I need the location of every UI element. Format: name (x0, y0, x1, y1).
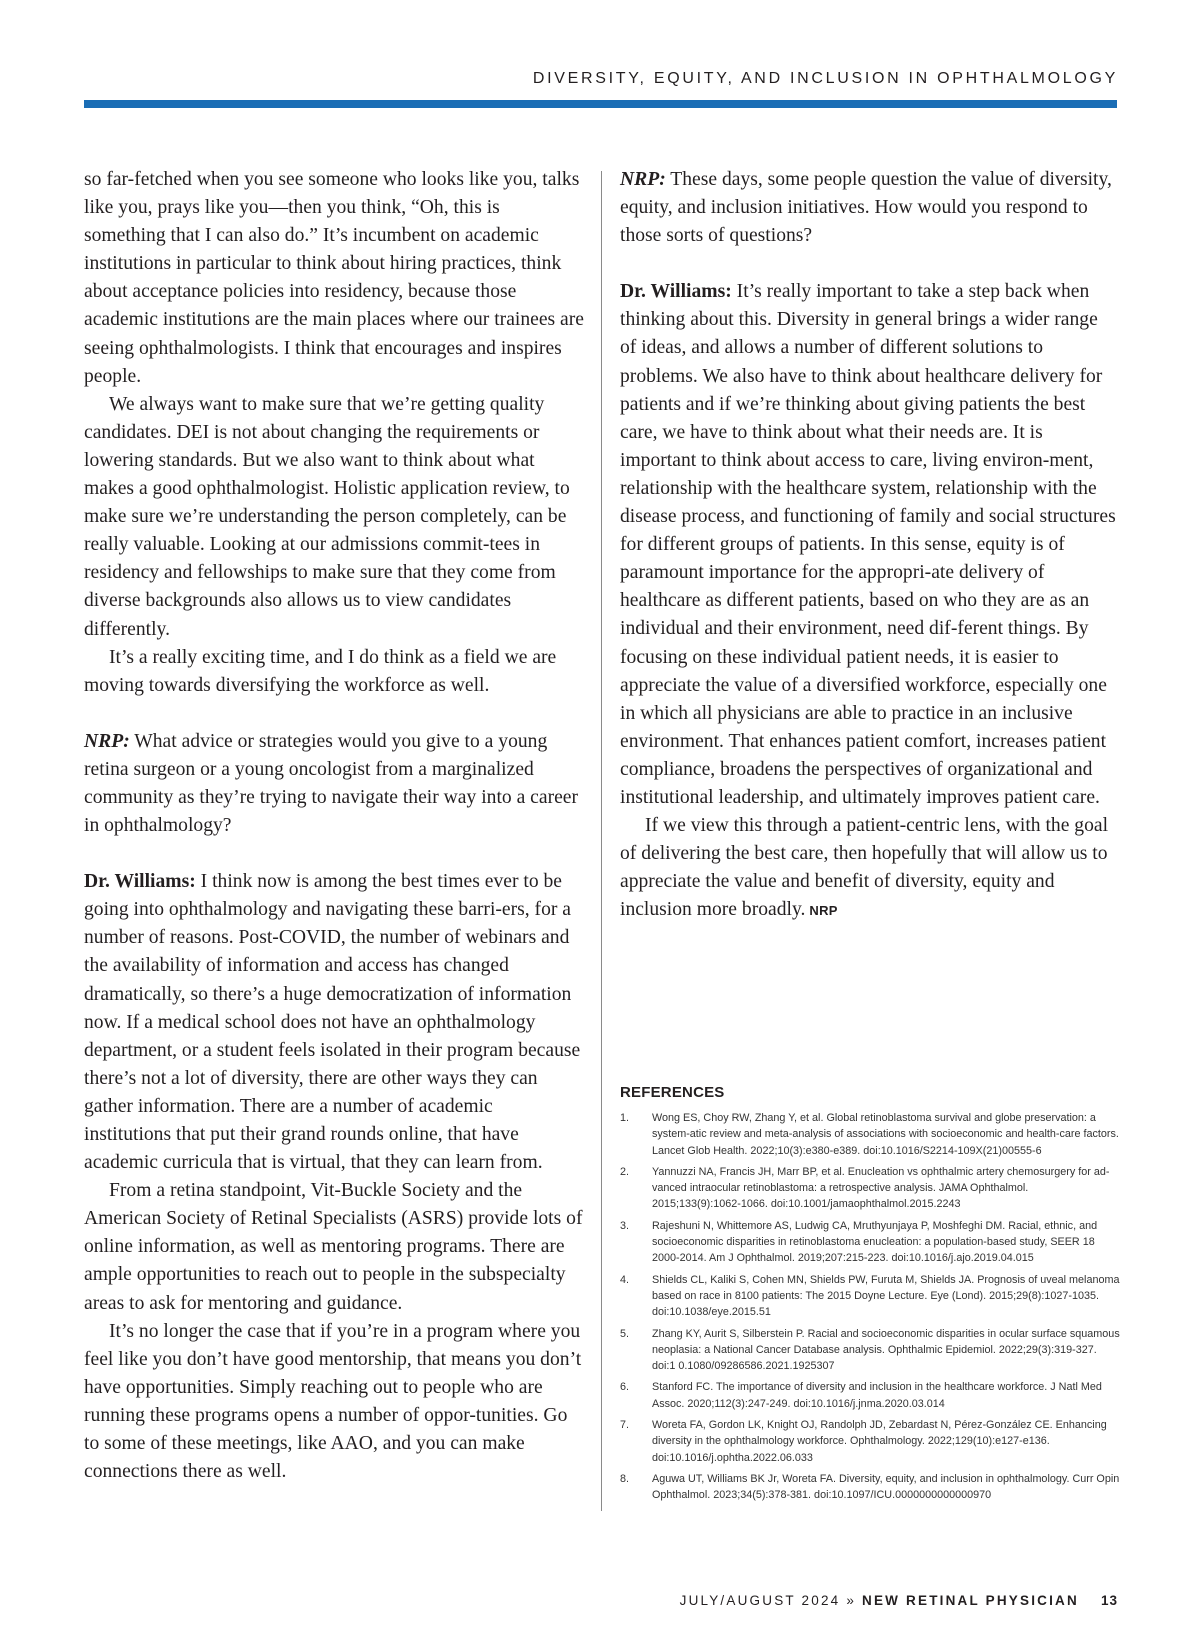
reference-text: Woreta FA, Gordon LK, Knight OJ, Randolph JD, Zebardast N, Pérez-González CE. Enhancing diversity in the ophthalmology workforce. Ophthalmology. 2022;129(10):e127-e136. doi:10.1016/j.ophtha.2022.06.033 (652, 1419, 1107, 1464)
reference-item (620, 1218, 1120, 1267)
references-title: REFERENCES (620, 1084, 725, 1101)
page-number: 13 (1100, 1593, 1118, 1608)
reference-item (620, 1110, 1120, 1159)
interview-answer (620, 278, 1117, 812)
reference-text: Shields CL, Kaliki S, Cohen MN, Shields PW, Furuta M, Shields JA. Prognosis of uveal melanoma based on race in 8100 patients: The 2015 Doyne Lecture. Eye (Lond). 2015;29(8):1027-1035. doi:10.1038/eye.2015.51 (652, 1273, 1120, 1319)
reference-text: Zhang KY, Aurit S, Silberstein P. Racial and socioeconomic disparities in ocular surface squamous neoplasia: a National Cancer Database analysis. Ophthalmic Epidemiol. 2022;29(3):319-327. doi:1 0.1080/09286586.2021.1925307 (652, 1327, 1120, 1373)
reference-text: Stanford FC. The importance of diversity and inclusion in the healthcare workforce. J Natl Med Assoc. 2020;112(3):247-249. doi:10.1016/j.jnma.2020.03.014 (652, 1381, 1102, 1410)
paragraph-gap (84, 840, 584, 868)
paragraph-gap (84, 700, 584, 728)
references-list (620, 1110, 1120, 1504)
reference-text: Yannuzzi NA, Francis JH, Marr BP, et al. Enucleation vs ophthalmic artery chemosurgery for ad-vanced intraocular retinoblastoma: a retrospective analysis. JAMA Ophthalmol. 2015;133(9):1062-1066. doi:10.1001/jamaophthalmol.2015.2243 (652, 1165, 1110, 1211)
reference-item (620, 1326, 1120, 1375)
interview-answer (84, 868, 584, 1177)
paragraph-gap (620, 250, 1117, 278)
reference-text: Aguwa UT, Williams BK Jr, Woreta FA. Diversity, equity, and inclusion in ophthalmology. Curr Opin Ophthalmol. 2023;34(5):378-381. doi:10.1097/ICU.0000000000000970 (652, 1472, 1120, 1502)
body-paragraph (84, 1177, 584, 1317)
reference-number: 7. (620, 1419, 630, 1432)
paragraph-text: It’s really important to take a step back when thinking about this. Diversity in general brings a wider range of ideas, and allows a number of different solutions to problems. We also have to think about healthcare delivery for patients and if we’re thinking about giving patients the best care, we have to think about what their needs are. It is important to think about access to care, living environ-ment, relationship with the healthcare system, relationship with the disease process, and functioning of family and social structures for different groups of patients. In this sense, equity is of paramount importance for the appropri-ate delivery of healthcare as different patients, based on who they are as an individual and their environment, need dif-ferent things. By focusing on these individual patient needs, it is easier to appreciate the value of a diversified workforce, especially one in which all physicians are able to practice in an inclusive environment. That enhances patient comfort, increases patient compliance, broadens the perspectives of organizational and institutional leadership, and ultimately improves patient care. (620, 281, 1116, 808)
reference-number: 5. (620, 1327, 630, 1340)
reference-number: 4. (620, 1273, 630, 1286)
end-mark: NRP (809, 903, 838, 919)
column-divider (601, 171, 602, 1511)
interview-question (84, 728, 584, 840)
reference-text: Rajeshuni N, Whittemore AS, Ludwig CA, Mruthyunjaya P, Moshfeghi DM. Racial, ethnic, and socioeconomic disparities in retinoblastoma enucleation: a population-based study, SEER 18 2000-2014. Am J Ophthalmol. 2019;207:215-223. doi:10.1016/j.ajo.2019.04.015 (652, 1219, 1098, 1265)
page-footer (680, 1593, 1118, 1608)
reference-item (620, 1272, 1120, 1321)
body-paragraph (84, 391, 584, 644)
speaker-label-williams: Dr. Williams: (620, 281, 732, 303)
header-rule (84, 100, 1117, 108)
body-paragraph (84, 166, 584, 391)
speaker-label-nrp: NRP: (620, 169, 666, 190)
reference-item (620, 1417, 1120, 1466)
right-column (620, 166, 1117, 925)
speaker-label-nrp: NRP: (84, 730, 130, 752)
footer-issue: JULY/AUGUST 2024 » (679, 1593, 862, 1608)
reference-item (620, 1471, 1120, 1504)
paragraph-text: From a retina standpoint, Vit-Buckle Society and the American Society of Retinal Specialists (ASRS) provide lots of online information, as well as mentoring programs. There are ample opportunities to reach out to people in the subspecialty areas to ask for mentoring and guidance. (84, 1180, 583, 1314)
paragraph-text: We always want to make sure that we’re getting quality candidates. DEI is not about changing the requirements or lowering standards. But we also want to think about what makes a good ophthalmologist. Holistic application review, to make sure we’re understanding the person completely, can be really valuable. Looking at our admissions commit-tees in residency and fellowships to make sure that they come from diverse backgrounds also allows us to view candidates differently. (84, 393, 570, 640)
paragraph-text: These days, some people question the value of diversity, equity, and inclusion initiatives. How would you respond to those sorts of questions? (620, 169, 1112, 247)
reference-item (620, 1164, 1120, 1213)
paragraph-text: so far-fetched when you see someone who looks like you, talks like you, prays like you—then you think, “Oh, this is something that I can also do.” It’s incumbent on academic institutions in particular to think about hiring practices, think about acceptance policies into residency, because those academic institutions are the main places where our trainees are seeing ophthalmologists. I think that encourages and inspires people. (84, 169, 584, 387)
reference-number: 8. (620, 1472, 630, 1485)
section-title: DIVERSITY, EQUITY, AND INCLUSION IN OPHTHALMOLOGY (532, 70, 1118, 87)
body-paragraph (84, 644, 584, 700)
paragraph-text: If we view this through a patient-centric lens, with the goal of delivering the best care, then hopefully that will allow us to appreciate the value and benefit of diversity, equity and inclusion more broadly. (620, 815, 1109, 921)
interview-question (620, 166, 1117, 250)
body-paragraph (620, 812, 1117, 925)
references-section (620, 1084, 1120, 1509)
paragraph-text: What advice or strategies would you give to a young retina surgeon or a young oncologist from a marginalized community as they’re trying to navigate their way into a career in ophthalmology? (84, 730, 579, 837)
left-column (84, 166, 584, 1486)
reference-number: 1. (620, 1112, 630, 1124)
reference-number: 6. (620, 1381, 630, 1394)
reference-number: 3. (620, 1219, 630, 1232)
reference-text: Wong ES, Choy RW, Zhang Y, et al. Global retinoblastoma survival and globe preservation: a system-atic review and meta-analysis of associations with socioeconomic and health-care factors. Lancet Glob Health. 2022;10(3):e380-e389. doi:10.1016/S2214-109X(21)00555-6 (652, 1112, 1119, 1157)
body-paragraph (84, 1318, 584, 1487)
footer-publication: NEW RETINAL PHYSICIAN (862, 1593, 1079, 1608)
speaker-label-williams: Dr. Williams: (84, 871, 196, 893)
paragraph-text: It’s no longer the case that if you’re in a program where you feel like you don’t have good mentorship, that means you don’t have opportunities. Simply reaching out to people who are running these programs opens a number of oppor-tunities. Go to some of these meetings, like AAO, and you can make connections there as well. (84, 1320, 582, 1483)
reference-item (620, 1379, 1120, 1412)
reference-number: 2. (620, 1165, 630, 1178)
paragraph-text: I think now is among the best times ever to be going into ophthalmology and navigating these barri-ers, for a number of reasons. Post-COVID, the number of webinars and the availability of information and access has changed dramatically, so there’s a huge democratization of information now. If a medical school does not have an ophthalmology department, or a student feels isolated in their program because there’s not a lot of diversity, there are other ways they can gather information. There are a number of academic institutions that put their grand rounds online, that have academic curricula that is virtual, that they can learn from. (84, 871, 581, 1174)
paragraph-text: It’s a really exciting time, and I do think as a field we are moving towards diversifying the workforce as well. (84, 646, 557, 696)
